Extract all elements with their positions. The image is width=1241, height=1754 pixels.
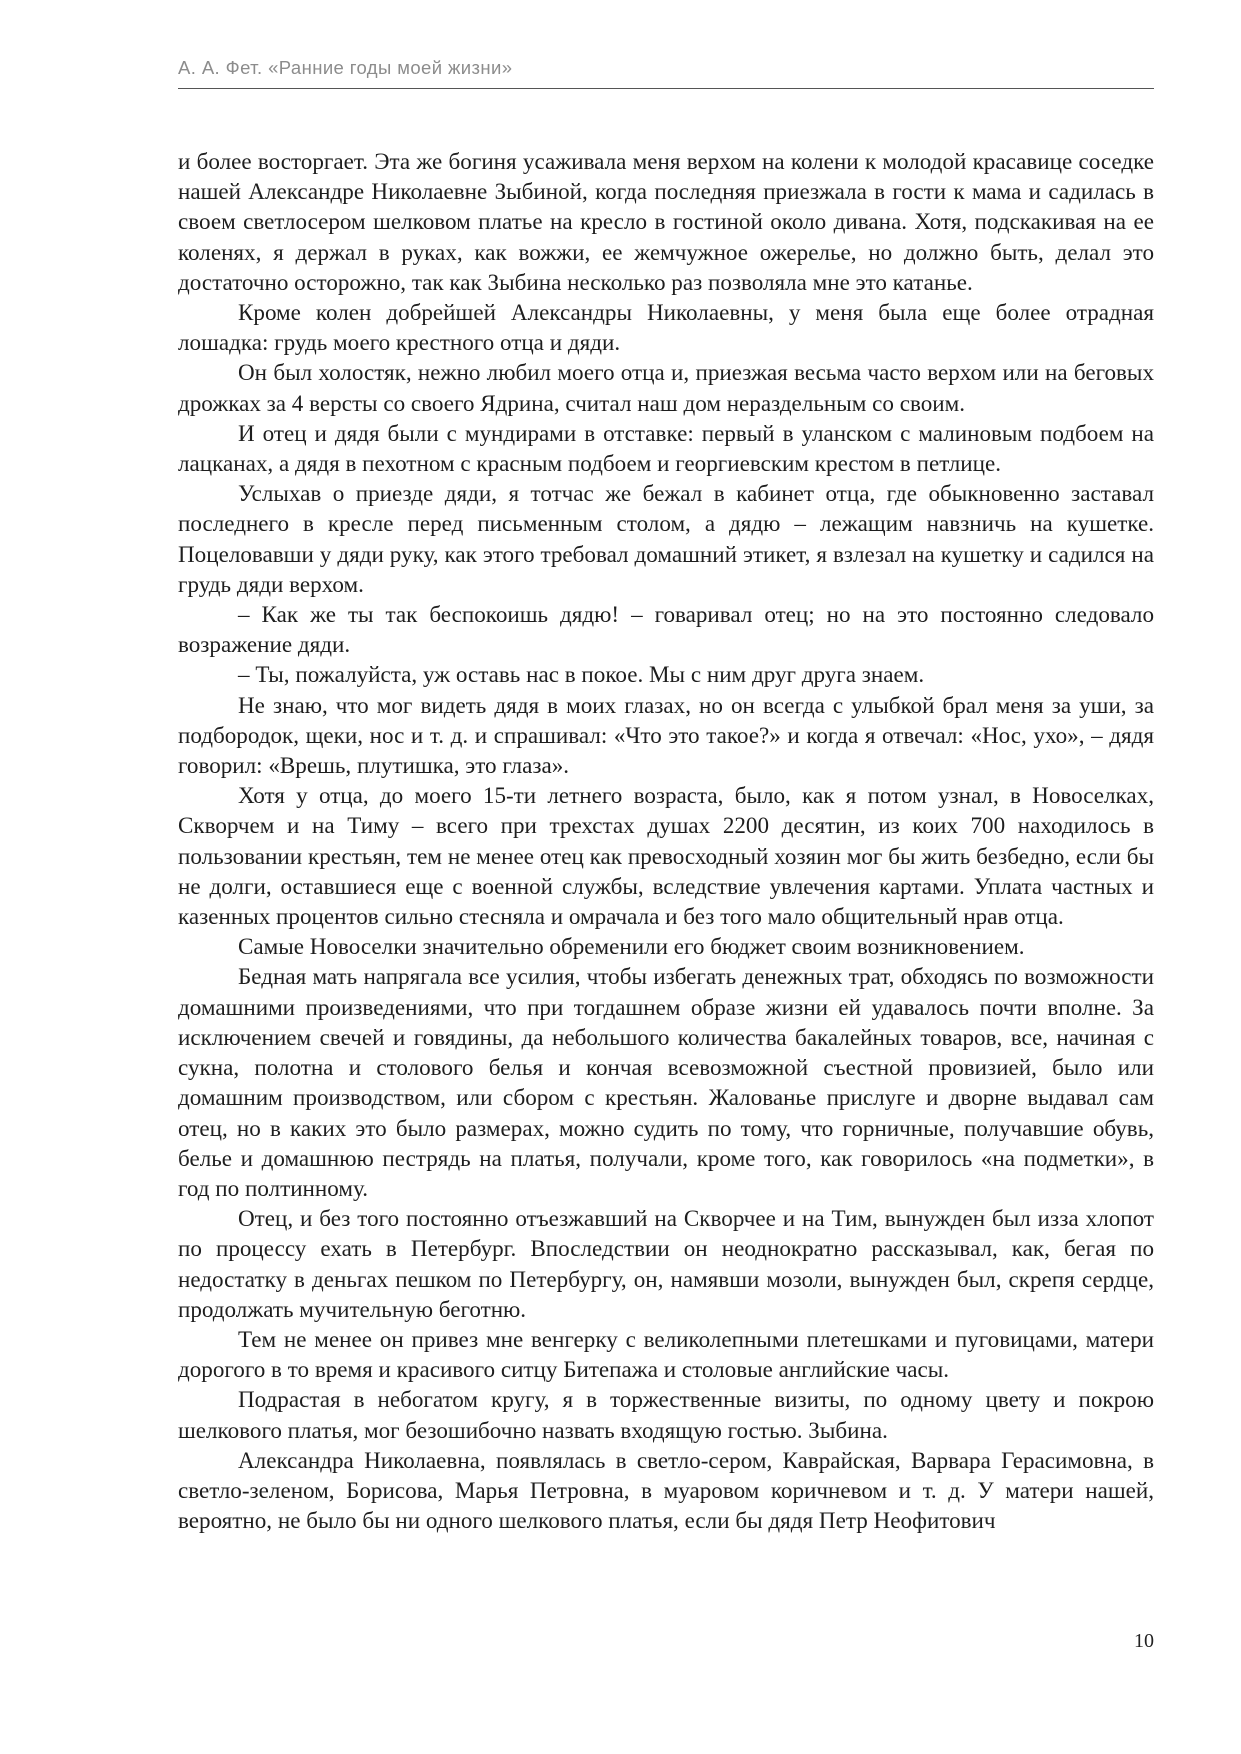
paragraph-15: Александра Николаевна, появлялась в светло-сером, Каврайская, Варвара Герасимовна, в светло-зеленом, Борисова, Марья Петровна, в муаровом коричневом и т. д. У матери нашей, вероятно, не было бы ни одного шелкового платья, если бы дядя Петр Неофитович bbox=[178, 1446, 1154, 1534]
paragraph-8: Не знаю, что мог видеть дядя в моих глазах, но он всегда с улыбкой брал меня за уши, за подбородок, щеки, нос и т. д. и спрашивал: «Что это такое?» и когда я отвечал: «Нос, ухо», – дядя говорил: «Врешь, плутишка, это глаза». bbox=[178, 691, 1154, 779]
paragraph-13: Тем не менее он привез мне венгерку с великолепными плетешками и пуговицами, матери дорогого в то время и красивого ситцу Битепажа и столовые английские часы. bbox=[178, 1325, 1154, 1383]
paragraph-10: Самые Новоселки значительно обременили его бюджет своим возникновением. bbox=[238, 933, 1025, 960]
running-header bbox=[178, 56, 1154, 89]
paragraph-4: И отец и дядя были с мундирами в отставке: первый в уланском с малиновым подбоем на лацканах, а дядя в пехотном с красным подбоем и георгиевским крестом в петлице. bbox=[178, 419, 1154, 477]
paragraph-6: – Как же ты так беспокоишь дядю! – говаривал отец; но на это постоянно следовало возражение дяди. bbox=[178, 601, 1154, 658]
running-title: А. А. Фет. «Ранние годы моей жизни» bbox=[178, 57, 513, 78]
paragraph-12: Отец, и без того постоянно отъезжавший на Скворчее и на Тим, вынужден был изза хлопот по процессу ехать в Петербург. Впоследствии он неоднократно рассказывал, как, бегая по недостатку в деньгах пешком по Петербургу, он, намявши мозоли, вынужден был, скрепя сердце, продолжать мучительную беготню. bbox=[178, 1205, 1154, 1322]
paragraph-9: Хотя у отца, до моего 15-ти летнего возраста, было, как я потом узнал, в Новоселках, Скворчем и на Тиму – всего при трехстах душах 2200 десятин, из коих 700 находилось в пользовании крестьян, тем не менее отец как превосходный хозяин мог бы жить безбедно, если бы не долги, оставшиеся еще с военной службы, вследствие увлечения картами. Уплата частных и казенных процентов сильно стесняла и омрачала и без того мало общительный нрав отца. bbox=[178, 782, 1154, 930]
paragraph-5: Услыхав о приезде дяди, я тотчас же бежал в кабинет отца, где обыкновенно заставал последнего в кресле перед письменным столом, а дядю – лежащим навзничь на кушетке. Поцеловавши у дяди руку, как этого требовал домашний этикет, я взлезал на кушетку и садился на грудь дяди верхом. bbox=[178, 480, 1154, 597]
page-number: 10 bbox=[1134, 1630, 1154, 1652]
paragraph-2: Кроме колен добрейшей Александры Николаевны, у меня была еще более отрадная лошадка: грудь моего крестного отца и дяди. bbox=[178, 299, 1154, 356]
paragraph-11: Бедная мать напрягала все усилия, чтобы избегать денежных трат, обходясь по возможности домашними произведениями, что при тогдашнем образе жизни ей удавалось почти вполне. За исключением свечей и говядины, да небольшого количества бакалейных товаров, все, начиная с сукна, полотна и столового белья и кончая всевозможной съестной провизией, было или домашним производством, или сбором с крестьян. Жалованье прислуге и дворне выдавал сам отец, но в каких это было размерах, можно судить по тому, что горничные, получавшие обувь, белье и домашнюю пестрядь на платья, получали, кроме того, как говорилось «на подметки», в год по полтинному. bbox=[178, 963, 1154, 1201]
paragraph-1: и более восторгает. Эта же богиня усаживала меня верхом на колени к молодой красавице соседке нашей Александре Николаевне Зыбиной, когда последняя приезжала в гости к мама и садилась в своем светлосером шелковом платье на кресло в гостиной около дивана. Хотя, подскакивая на ее коленях, я держал в руках, как вожжи, ее жемчужное ожерелье, но должно быть, делал это достаточно осторожно, так как Зыбина несколько раз позволяла мне это катанье. bbox=[178, 148, 1154, 295]
paragraph-14: Подрастая в небогатом кругу, я в торжественные визиты, по одному цвету и покрою шелкового платья, мог безошибочно назвать входящую гостью. Зыбина. bbox=[178, 1386, 1154, 1443]
paragraph-3: Он был холостяк, нежно любил моего отца и, приезжая весьма часто верхом или на беговых дрожках за 4 версты со своего Ядрина, считал наш дом нераздельным со своим. bbox=[178, 359, 1154, 416]
page-body bbox=[178, 146, 1154, 1535]
paragraph-7: – Ты, пожалуйста, уж оставь нас в покое. Мы с ним друг друга знаем. bbox=[238, 661, 925, 688]
